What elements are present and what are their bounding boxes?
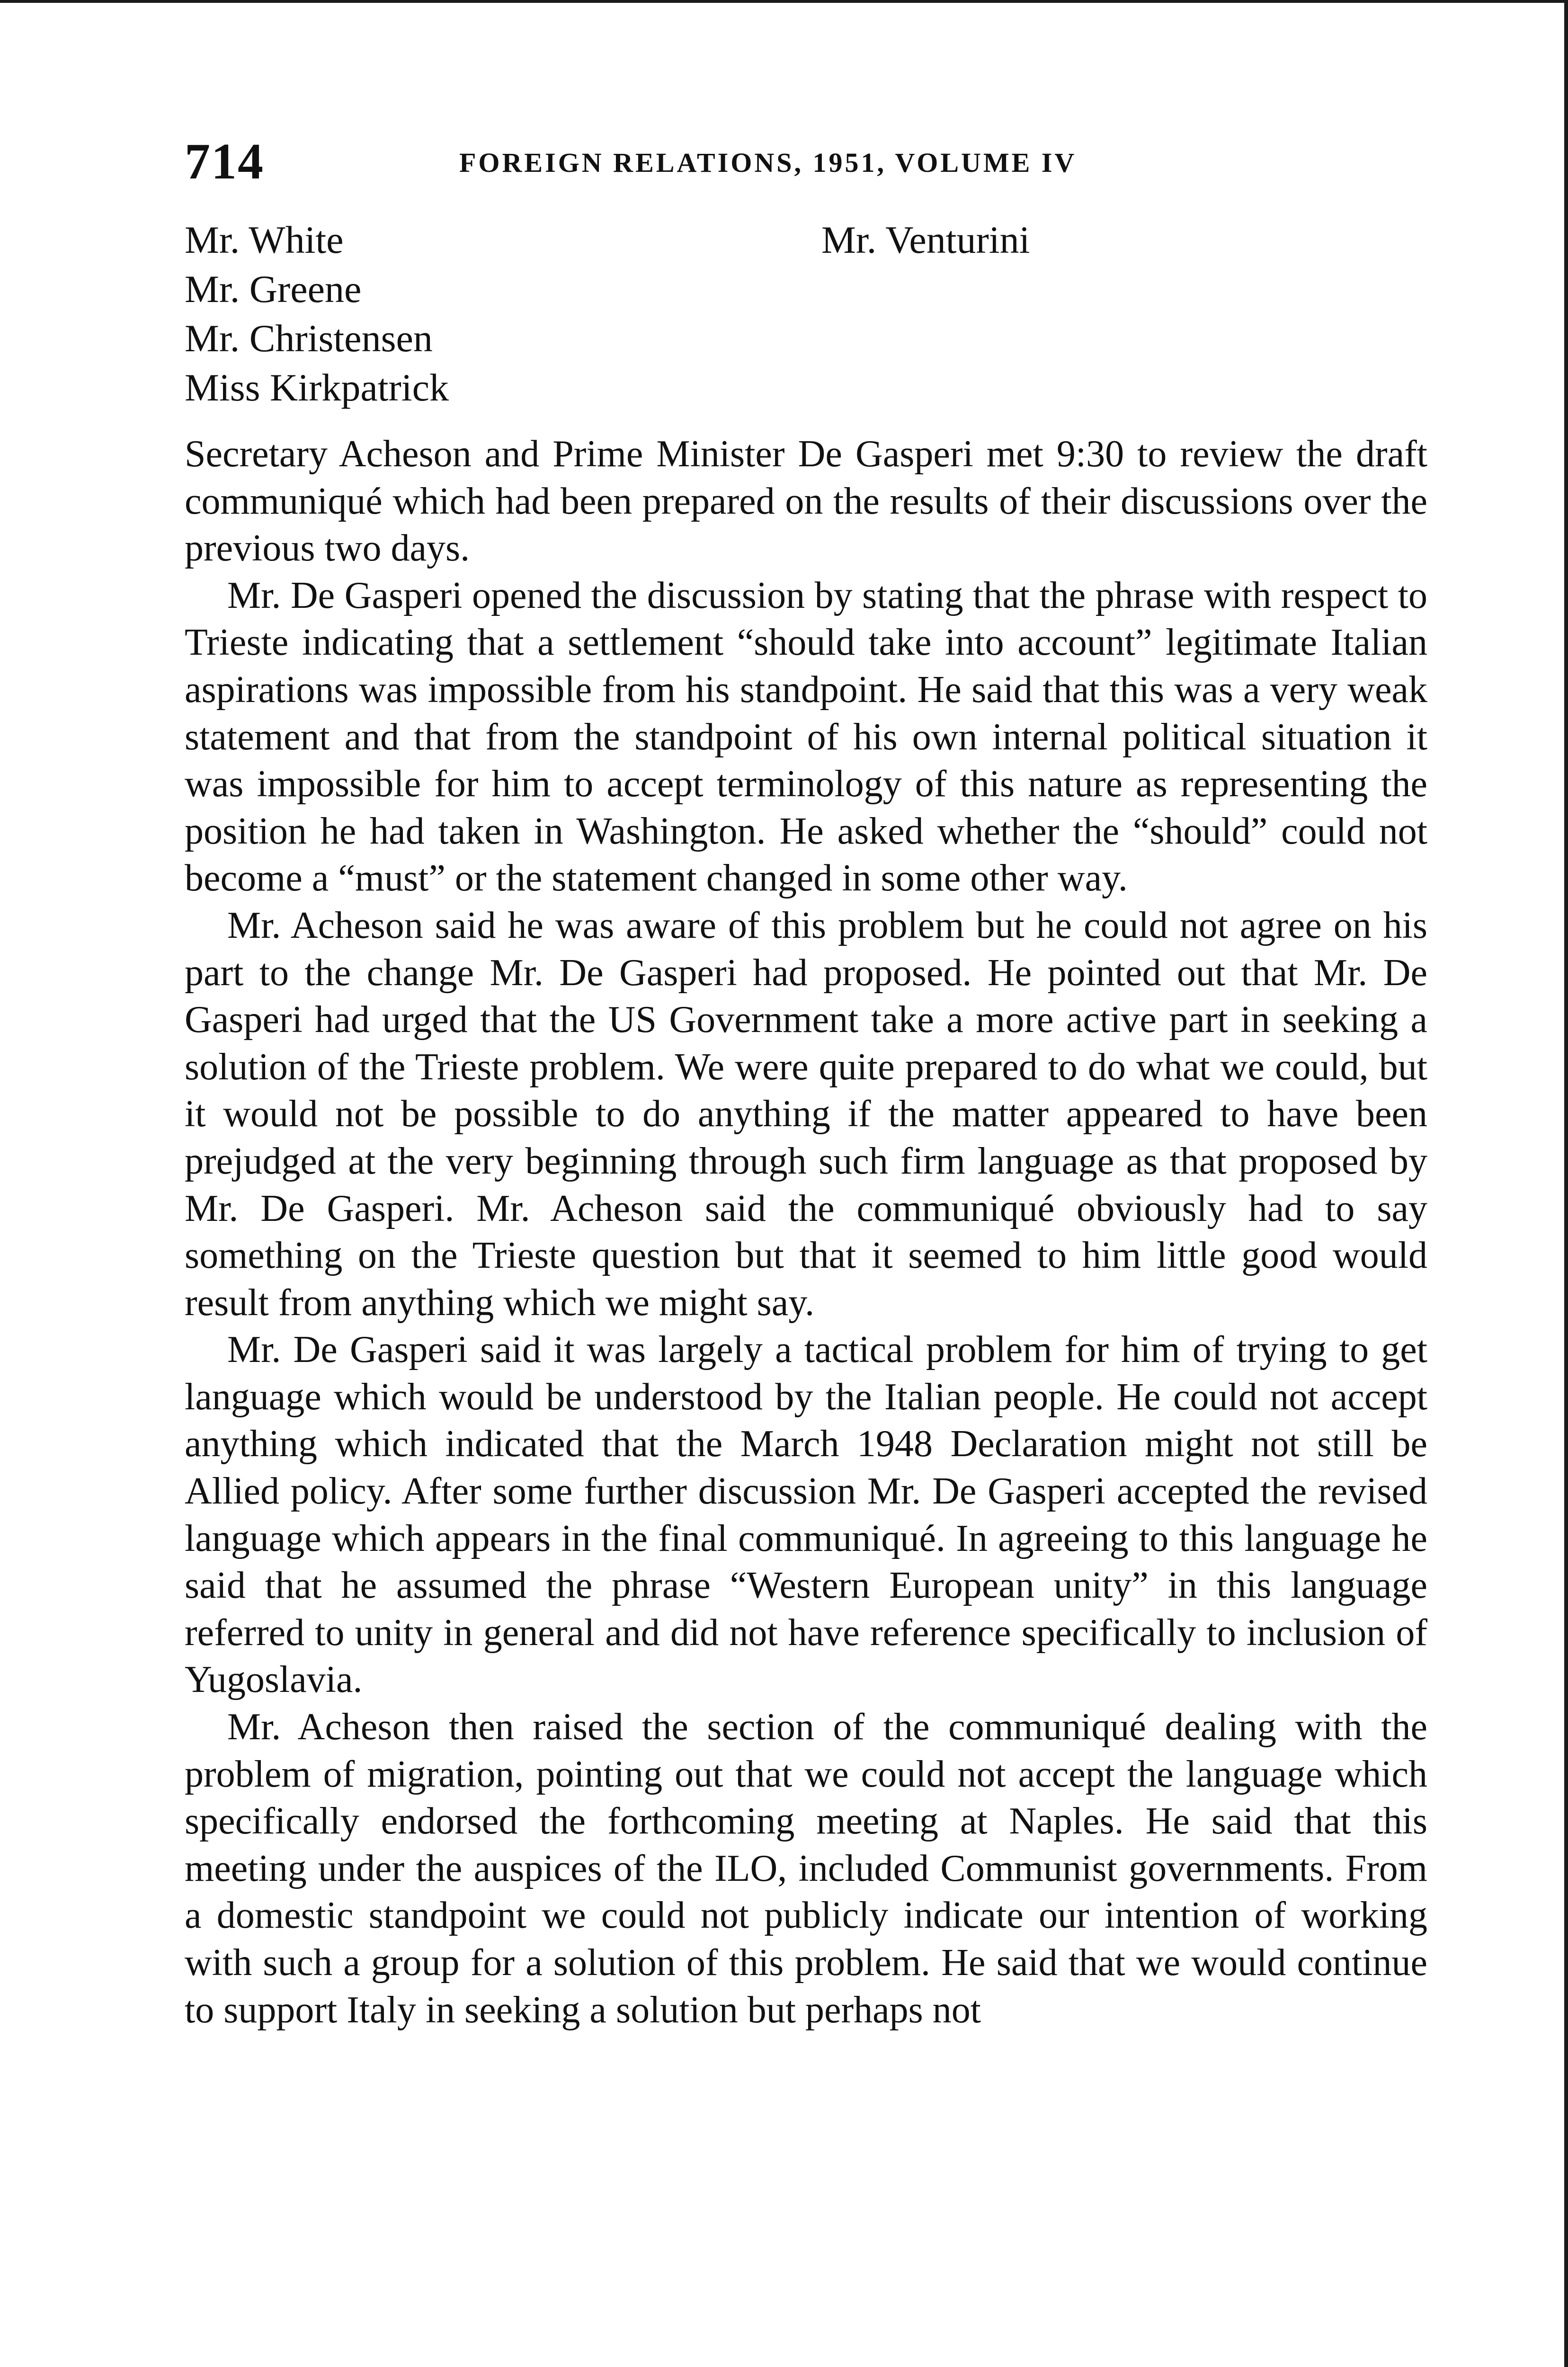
participant: Mr. Venturini [821, 218, 1030, 261]
body-text [185, 431, 1427, 2034]
participants-left-column [185, 215, 800, 412]
paragraph: Secretary Acheson and Prime Minister De Gasperi met 9:30 to review the draft communiqué which had been prepared on the results of their discussions over the previous two days. [185, 433, 1427, 570]
paragraph: Mr. Acheson said he was aware of this problem but he could not agree on his part to the change Mr. De Gasperi had proposed. He pointed out that Mr. De Gasperi had urged that the US Government take a more active part in seeking a solution of the Trieste problem. We were quite prepared to do what we could, but it would not be possible to do anything if the matter appeared to have been prejudged at the very beginning through such firm language as that proposed by Mr. De Gasperi. Mr. Acheson said the communiqué obviously had to say something on the Trieste question but that it seemed to him little good would result from anything which we might say. [185, 904, 1427, 1324]
participant: Mr. Greene [185, 267, 362, 311]
running-header [185, 133, 1449, 189]
scan-border-top [0, 0, 1568, 3]
participants-right-column [821, 215, 1437, 265]
participant: Miss Kirkpatrick [185, 366, 449, 409]
scan-border-right [1564, 0, 1568, 2367]
paragraph: Mr. Acheson then raised the section of the communiqué dealing with the problem of migration, pointing out that we could not accept the language which specifically endorsed the forthcoming meeting at Naples. He said that this meeting under the auspices of the ILO, included Communist governments. From a domestic standpoint we could not publicly indicate our intention of working with such a group for a solution of this problem. He said that we would continue to support Italy in seeking a solution but perhaps not [185, 1706, 1427, 2031]
page-number: 714 [185, 133, 264, 190]
paragraph: Mr. De Gasperi said it was largely a tactical problem for him of trying to get language which would be understood by the Italian people. He could not accept anything which indicated that the March 1948 Declaration might not still be Allied policy. After some further discussion Mr. De Gasperi accepted the revised language which appears in the final communiqué. In agreeing to this language he said that he assumed the phrase “Western European unity” in this language referred to unity in general and did not have reference specifically to inclusion of Yugoslavia. [185, 1329, 1427, 1701]
participant: Mr. White [185, 218, 344, 261]
paragraph: Mr. De Gasperi opened the discussion by stating that the phrase with respect to Trieste indicating that a settlement “should take into account” legitimate Italian aspirations was impossible from his standpoint. He said that this was a very weak statement and that from the standpoint of his own internal political situation it was impossible for him to accept terminology of this nature as representing the position he had taken in Washington. He asked whether the “should” could not become a “must” or the statement changed in some other way. [185, 574, 1427, 899]
participant: Mr. Christensen [185, 317, 433, 360]
participants-list [185, 215, 1449, 424]
publication-title: FOREIGN RELATIONS, 1951, VOLUME IV [459, 147, 1077, 178]
